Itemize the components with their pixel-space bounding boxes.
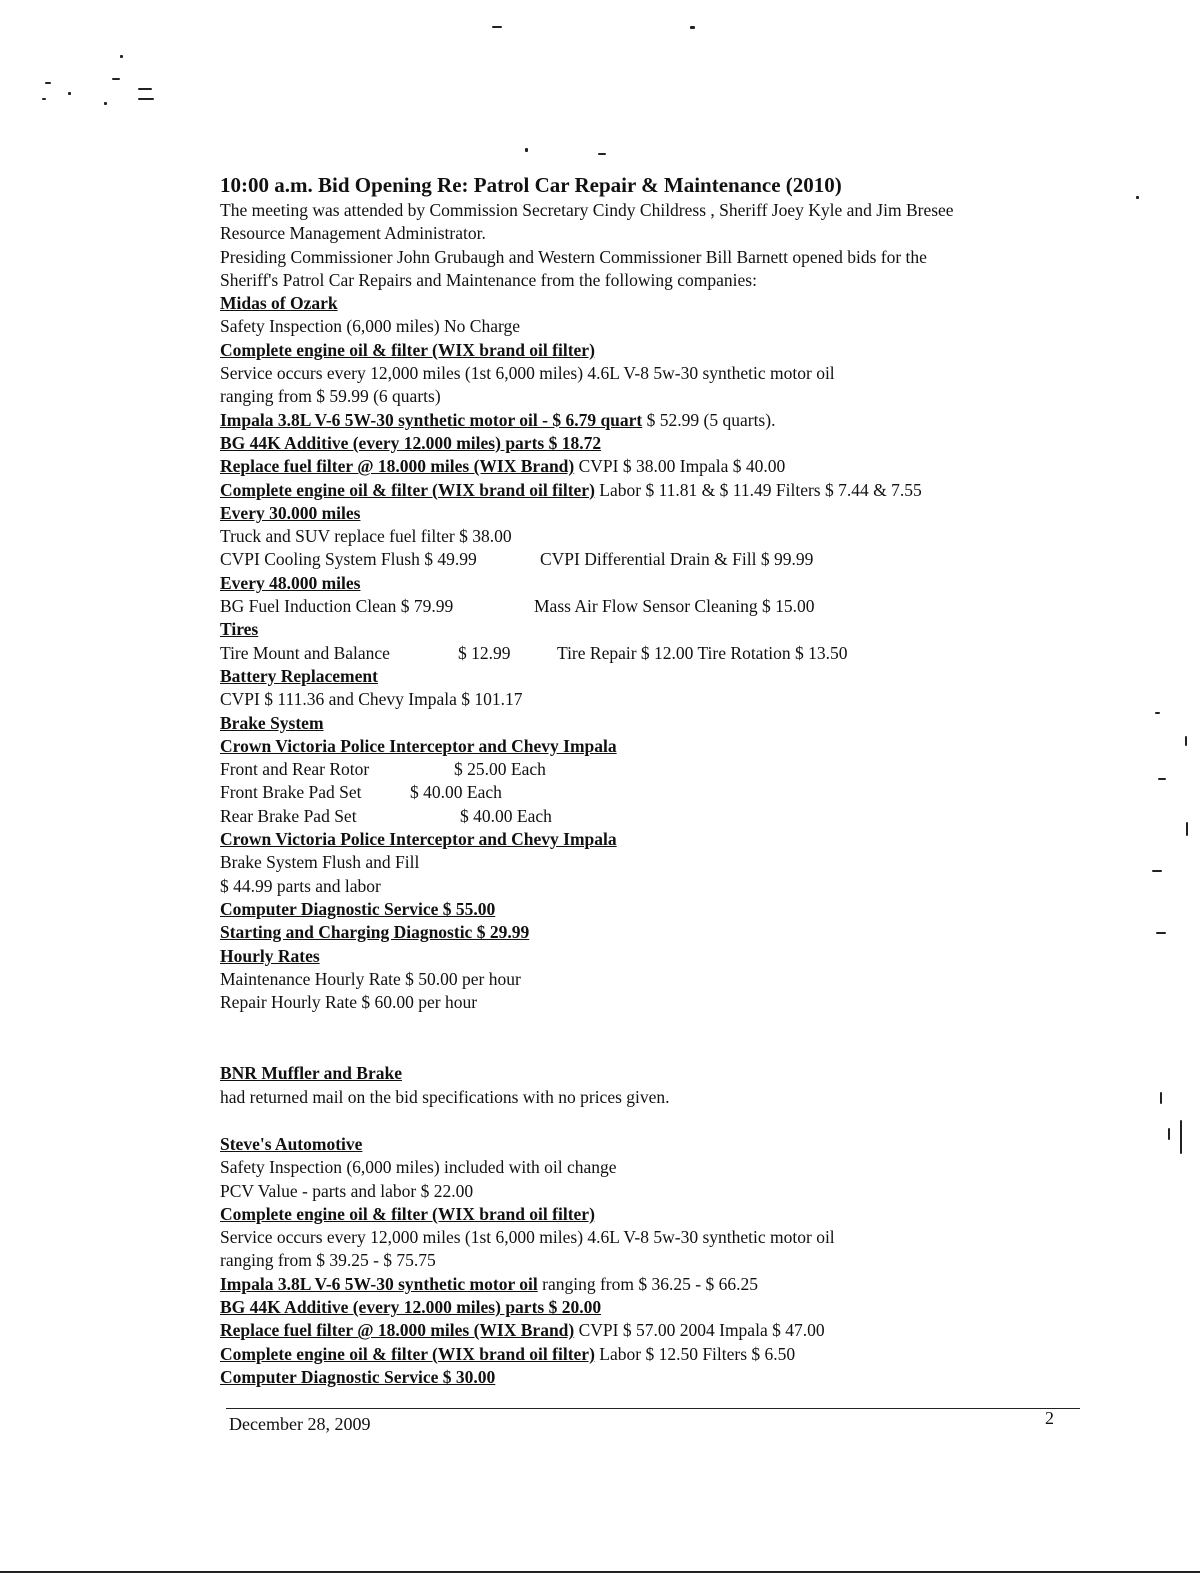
price-text: Rear Brake Pad Set <box>220 805 357 826</box>
section-heading: Every 30.000 miles <box>220 502 361 523</box>
section-heading: Replace fuel filter @ 18.000 miles (WIX Brand) <box>220 1320 575 1341</box>
text-line: Safety Inspection (6,000 miles) No Charge <box>220 316 521 337</box>
text-line: Repair Hourly Rate $ 60.00 per hour <box>220 992 478 1013</box>
section-heading: Crown Victoria Police Interceptor and Chevy Impala <box>220 829 617 850</box>
text-line <box>220 455 1100 478</box>
section-heading: Computer Diagnostic Service $ 55.00 <box>220 898 496 919</box>
intro-line: The meeting was attended by Commission Secretary Cindy Childress , Sheriff Joey Kyle and Jim Bresee <box>220 200 954 220</box>
text-line <box>220 548 1100 571</box>
company-heading-bnr: BNR Muffler and Brake <box>220 1063 402 1084</box>
price-text: Front and Rear Rotor <box>220 759 370 780</box>
price-text: Labor $ 12.50 Filters $ 6.50 <box>594 1343 796 1364</box>
price-text: Front Brake Pad Set <box>220 782 362 803</box>
company-heading-midas: Midas of Ozark <box>220 293 338 314</box>
price-text: $ 52.99 (5 quarts). <box>642 409 776 430</box>
text-line <box>220 1343 1100 1366</box>
section-heading: Battery Replacement <box>220 665 378 686</box>
section-heading: BG 44K Additive (every 12.000 miles) parts $ 18.72 <box>220 432 602 453</box>
text-line: Truck and SUV replace fuel filter $ 38.00 <box>220 526 512 547</box>
section-heading: Complete engine oil & filter (WIX brand oil filter) <box>220 1203 595 1224</box>
intro-line: Presiding Commissioner John Grubaugh and Western Commissioner Bill Barnett opened bids for the <box>220 246 927 267</box>
section-heading: Brake System <box>220 712 324 733</box>
price-text: Labor $ 11.81 & $ 11.49 Filters $ 7.44 & 7.55 <box>594 479 922 500</box>
text-line: Maintenance Hourly Rate $ 50.00 per hour <box>220 968 521 989</box>
company-heading-steves: Steve's Automotive <box>220 1133 363 1154</box>
section-heading: Impala 3.8L V-6 5W-30 synthetic motor oil - $ 6.79 quart <box>220 409 643 430</box>
text-line <box>220 479 1100 502</box>
text-line: Brake System Flush and Fill <box>220 852 420 873</box>
section-heading: Replace fuel filter @ 18.000 miles (WIX Brand) <box>220 456 575 477</box>
text-line: Service occurs every 12,000 miles (1st 6,000 miles) 4.6L V-8 5w-30 synthetic motor oil <box>220 363 835 384</box>
intro-line: Sheriff's Patrol Car Repairs and Maintenance from the following companies: <box>220 269 757 290</box>
price-text: BG Fuel Induction Clean $ 79.99 <box>220 596 454 617</box>
text-line: CVPI $ 111.36 and Chevy Impala $ 101.17 <box>220 689 523 710</box>
text-line: Service occurs every 12,000 miles (1st 6,000 miles) 4.6L V-8 5w-30 synthetic motor oil <box>220 1227 835 1248</box>
text-line <box>220 595 1100 618</box>
price-text: CVPI Cooling System Flush $ 49.99 <box>220 549 477 570</box>
section-heading: BG 44K Additive (every 12.000 miles) parts $ 20.00 <box>220 1297 602 1318</box>
section-heading: Impala 3.8L V-6 5W-30 synthetic motor oil <box>220 1273 538 1294</box>
price-text: $ 12.99 <box>458 642 511 663</box>
section-heading: Crown Victoria Police Interceptor and Chevy Impala <box>220 735 617 756</box>
price-text: $ 40.00 Each <box>410 782 502 803</box>
text-line <box>220 1273 1100 1296</box>
section-heading: Computer Diagnostic Service $ 30.00 <box>220 1366 496 1387</box>
page-title: 10:00 a.m. Bid Opening Re: Patrol Car Repair & Maintenance (2010) <box>220 173 842 197</box>
section-heading: Hourly Rates <box>220 945 320 966</box>
text-line: had returned mail on the bid specifications with no prices given. <box>220 1086 670 1107</box>
price-text: ranging from $ 36.25 - $ 66.25 <box>537 1273 758 1294</box>
minutes-content <box>220 172 1100 1389</box>
section-heading: Complete engine oil & filter (WIX brand oil filter) <box>220 479 595 500</box>
text-line <box>220 758 1100 781</box>
text-line <box>220 781 1100 804</box>
text-line <box>220 409 1100 432</box>
price-text: $ 25.00 Each <box>454 759 546 780</box>
price-text: Tire Mount and Balance <box>220 642 390 663</box>
section-heading: Complete engine oil & filter (WIX brand oil filter) <box>220 1343 595 1364</box>
price-text: CVPI Differential Drain & Fill $ 99.99 <box>540 549 814 570</box>
section-heading: Every 48.000 miles <box>220 572 361 593</box>
text-line <box>220 642 1100 665</box>
price-text: Tire Repair $ 12.00 Tire Rotation $ 13.50 <box>557 642 848 663</box>
footer-date: December 28, 2009 <box>229 1414 371 1434</box>
text-line <box>220 1319 1100 1342</box>
section-heading: Starting and Charging Diagnostic $ 29.99 <box>220 922 530 943</box>
text-line <box>220 805 1100 828</box>
text-line: ranging from $ 39.25 - $ 75.75 <box>220 1250 436 1271</box>
text-line: $ 44.99 parts and labor <box>220 875 381 896</box>
price-text: $ 40.00 Each <box>460 805 552 826</box>
section-heading: Tires <box>220 619 259 640</box>
page-number: 2 <box>1045 1408 1054 1428</box>
text-line: PCV Value - parts and labor $ 22.00 <box>220 1180 474 1201</box>
intro-line: Resource Management Administrator. <box>220 223 486 244</box>
price-text: CVPI $ 57.00 2004 Impala $ 47.00 <box>574 1320 825 1341</box>
price-text: CVPI $ 38.00 Impala $ 40.00 <box>574 456 786 477</box>
text-line: ranging from $ 59.99 (6 quarts) <box>220 386 441 407</box>
section-heading: Complete engine oil & filter (WIX brand oil filter) <box>220 339 595 360</box>
price-text: Mass Air Flow Sensor Cleaning $ 15.00 <box>534 596 815 617</box>
text-line: Safety Inspection (6,000 miles) included with oil change <box>220 1157 617 1178</box>
footer-divider <box>226 1408 1080 1409</box>
